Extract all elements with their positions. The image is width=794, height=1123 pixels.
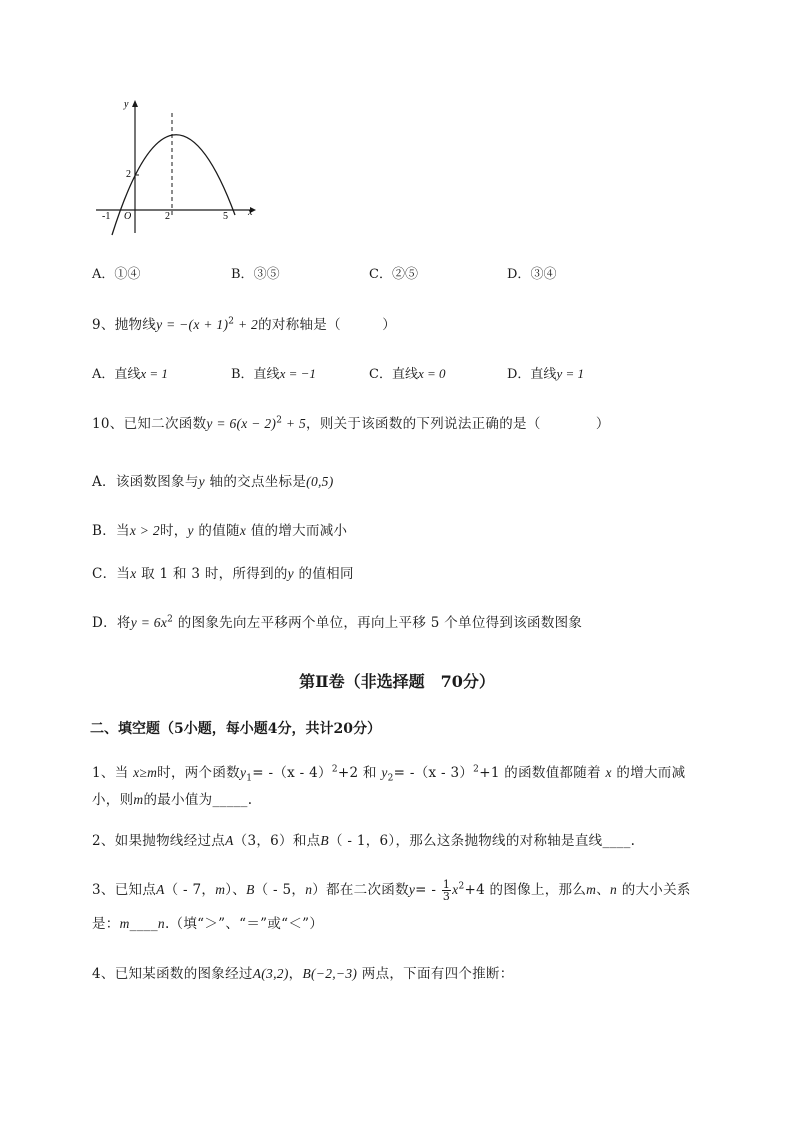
tick-5: 5 (223, 211, 228, 222)
q8-option-c: C．②⑤ (369, 267, 418, 282)
tick-neg1: -1 (102, 211, 111, 222)
fill2: 2、如果抛物线经过点A（3，6）和点B（ - 1，6），那么这条抛物线的对称轴是直线____. (92, 833, 636, 849)
q8-option-b: B．③⑤ (231, 267, 280, 282)
q9-stem: 9、抛物线$y = -(x + 1)^2 + 2$的对称轴是（ ） (92, 316, 397, 333)
origin-label: O (124, 211, 132, 222)
q9-option-c: C．直线x = 0 (369, 366, 446, 382)
q10-option-b: B．当x > 2时，y 的值随x 值的增大而减小 (92, 523, 348, 539)
y-axis-arrow (132, 100, 138, 107)
q10-option-d: D．将$y = 6x^2$ 的图象先向左平移两个单位，再向上平移 5 个单位得到该函数图象 (92, 614, 583, 631)
fill3-line2: 是：m____n.（填“＞”、“＝”或“＜”） (92, 916, 324, 932)
section-title: 第Ⅱ卷（非选择题 70分） (299, 672, 495, 691)
q9-option-a: A．直线x = 1 (92, 366, 168, 382)
q10-option-a: A．该函数图象与y 轴的交点坐标是(0,5) (92, 474, 334, 490)
tick-2-y: 2 (126, 169, 131, 180)
tick-2-x: 2 (165, 211, 170, 222)
q8-option-a: A．①④ (92, 267, 141, 282)
section-subtitle: 二、填空题（5小题，每小题4分，共计20分） (90, 721, 381, 737)
q10-option-c: C．当x 取 1 和 3 时，所得到的y 的值相同 (92, 566, 354, 582)
fill1-line2: 小，则m的最小值为_____. (92, 792, 253, 808)
fill3-line1: 3、已知点A（ - 7，m）、B（ - 5，n）都在二次函数y= - $\frac{1}{3}$ $x^2+4$ 的图像上，那么m、n 的大小关系 (92, 878, 691, 903)
q9-option-b: B．直线x = −1 (231, 366, 316, 382)
q9-option-d: D．直线y = 1 (507, 366, 584, 382)
q10-stem: 10、已知二次函数$y = 6(x - 2)^2 + 5$，则关于该函数的下列说法正确的是（ ） (92, 415, 610, 432)
q8-option-d: D．③④ (507, 267, 557, 282)
y-axis-label: y (124, 99, 129, 110)
fill1-line1: 1、当 x≥m时，两个函数$y_1= -(x - 4)^2+2$ 和 $y_2= -(x - 3)^2+1$ 的函数值都随着 x 的增大而减 (92, 764, 686, 784)
x-axis-label: x (248, 207, 253, 218)
fill4: 4、已知某函数的图象经过A(3,2)，B(−2,−3) 两点，下面有四个推断： (92, 966, 514, 982)
parabola-graph (90, 95, 260, 240)
